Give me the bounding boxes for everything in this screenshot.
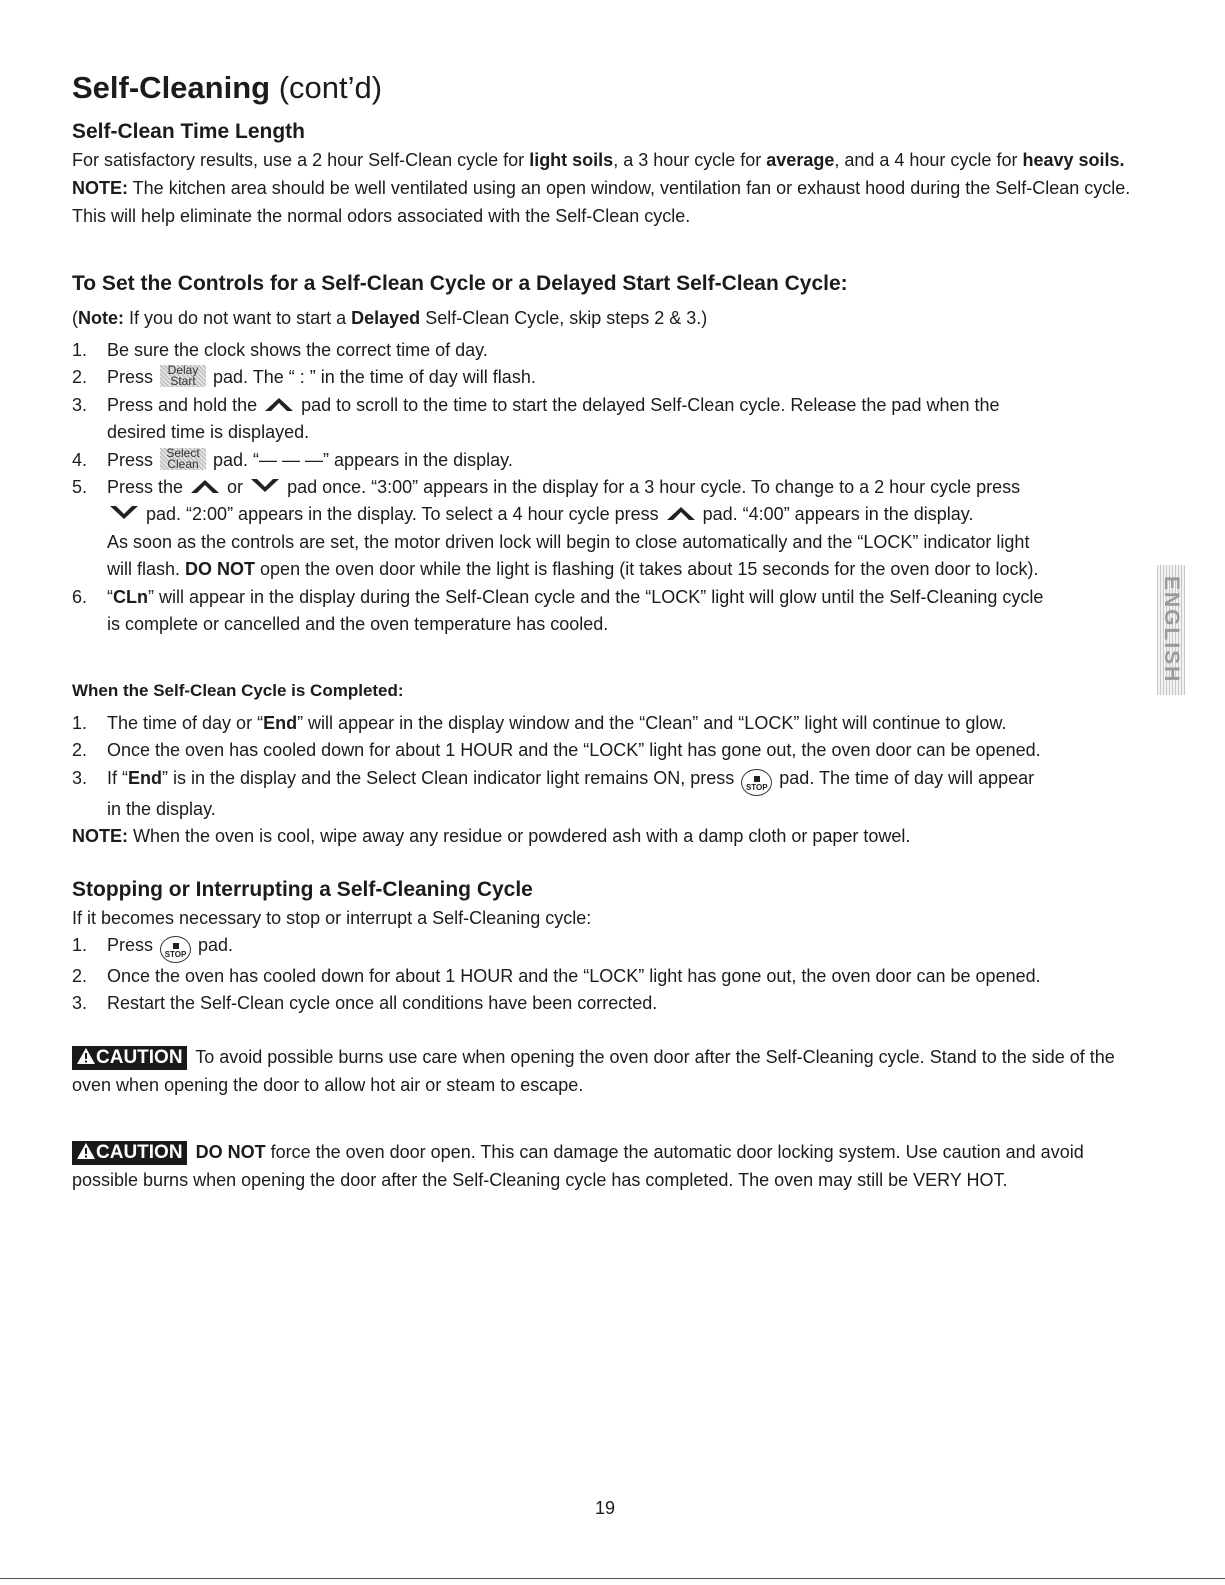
- step-number: 2.: [72, 740, 88, 761]
- set-controls-heading: To Set the Controls for a Self-Clean Cycle or a Delayed Start Self-Clean Cycle:: [72, 272, 848, 295]
- bold-end: End: [263, 713, 298, 733]
- step-text: If “: [107, 767, 128, 788]
- list-item: [72, 392, 1152, 447]
- step-text: pad to scroll to the time to start the delayed Self-Clean cycle. Release the pad when the: [296, 394, 1000, 415]
- stop-label: STOP: [164, 950, 187, 959]
- step-text: “: [107, 586, 113, 607]
- step-number: 2.: [72, 966, 88, 986]
- list-item: [72, 364, 1152, 391]
- stopping-steps: [72, 932, 1152, 1018]
- list-item: [72, 474, 1152, 584]
- list-item: [72, 765, 1152, 823]
- step-text: ” will appear in the display during the Self-Clean cycle and the “LOCK” light will glow until the Self-Cleaning cycle: [148, 586, 1044, 607]
- step-number: 6.: [72, 586, 88, 607]
- step-text: Press: [107, 367, 159, 388]
- bold-heavy-soils-note: heavy soils. NOTE:: [72, 150, 1125, 198]
- step-text: pad. The time of day will appear: [774, 767, 1035, 788]
- up-arrow-icon: [264, 396, 294, 412]
- text-run: , a 3 hour cycle for: [613, 150, 767, 170]
- step-text: pad.: [193, 935, 234, 955]
- step-text: in the display.: [107, 798, 216, 819]
- completed-section: [72, 677, 1152, 850]
- step-text: open the oven door while the light is flashing (it takes about 15 seconds for the oven door to lock).: [255, 559, 1039, 580]
- step-text: ” will appear in the display window and the “Clean” and “LOCK” light will continue to glow.: [297, 713, 1007, 733]
- down-arrow-icon: [109, 505, 139, 521]
- up-arrow-icon: [190, 478, 220, 494]
- list-item: [72, 447, 1152, 474]
- list-item: [72, 737, 1152, 764]
- step-text: desired time is displayed.: [107, 422, 310, 443]
- step-number: 1.: [72, 340, 88, 360]
- caution-badge: [72, 1046, 187, 1070]
- text-run: For satisfactory results, use a 2 hour Self-Clean cycle for: [72, 150, 530, 170]
- step-number: 1.: [72, 935, 88, 955]
- step-number: 3.: [72, 394, 88, 415]
- step-continuation: [107, 556, 1152, 583]
- stop-pad-icon: [741, 769, 772, 796]
- completed-steps: [72, 710, 1152, 823]
- list-item: [72, 710, 1152, 737]
- stop-square-icon: [754, 776, 760, 782]
- list-item: [72, 337, 1152, 364]
- step-text: Once the oven has cooled down for about 1 HOUR and the “LOCK” light has gone out, the oven door can be opened.: [107, 966, 1041, 986]
- delay-start-pad-icon: [160, 365, 206, 387]
- step-text: pad. “2:00” appears in the display. To select a 4 hour cycle press: [141, 504, 664, 525]
- stop-pad-icon: [160, 936, 191, 963]
- completed-note: [72, 823, 1152, 850]
- step-text: Press the: [107, 477, 189, 498]
- text-run: (: [72, 308, 78, 328]
- time-length-paragraph: [72, 146, 1152, 230]
- step-number: 5.: [72, 477, 88, 498]
- pad-label: Clean: [167, 456, 199, 470]
- step-number: 1.: [72, 713, 88, 733]
- step-number: 3.: [72, 767, 88, 788]
- caution-paragraph: [72, 1138, 1152, 1194]
- page-title-main: Self-Cleaning: [72, 70, 271, 105]
- step-text: Once the oven has cooled down for about 1 HOUR and the “LOCK” light has gone out, the oven door can be opened.: [107, 740, 1041, 761]
- step-text: pad. The “ : ” in the time of day will flash.: [208, 367, 536, 388]
- step-text: pad. “— — —” appears in the display.: [208, 449, 513, 470]
- completed-heading: When the Self-Clean Cycle is Completed:: [72, 681, 404, 700]
- time-length-section: [72, 117, 1152, 230]
- step-text: Be sure the clock shows the correct time of day.: [107, 340, 488, 360]
- caution-badge: [72, 1141, 187, 1165]
- down-arrow-icon: [250, 478, 280, 494]
- page-title-cont: (cont’d): [278, 70, 383, 105]
- pad-label: Start: [170, 374, 196, 388]
- list-item: [72, 963, 1152, 990]
- step-text: The time of day or “: [107, 713, 264, 733]
- up-arrow-icon: [666, 505, 696, 521]
- step-text: ” is in the display and the Select Clean indicator light remains ON, press: [162, 767, 740, 788]
- pad-label: Select: [166, 447, 200, 460]
- step-text: Press and hold the: [107, 394, 263, 415]
- caution-label: CAUTION: [96, 1142, 183, 1163]
- text-run: , and a 4 hour cycle for: [834, 150, 1023, 170]
- bold-note: Note:: [78, 308, 124, 328]
- step-text: Press: [107, 935, 159, 955]
- step-text: pad. “4:00” appears in the display.: [697, 504, 974, 525]
- caution-text: force the oven door open. This can damage the automatic door locking system. Use caution and avoid possible burns when opening the door after the Self-Cleaning cycle has completed. The oven may still be VERY HOT.: [72, 1142, 1084, 1190]
- set-controls-note: [72, 304, 1152, 332]
- step-text: or: [222, 477, 249, 498]
- page-title: [72, 70, 382, 106]
- warning-triangle-icon: [76, 1047, 96, 1065]
- caution-block-2: [72, 1138, 1152, 1194]
- bold-do-not: DO NOT: [190, 1142, 266, 1162]
- stopping-heading: Stopping or Interrupting a Self-Cleaning Cycle: [72, 878, 533, 901]
- stopping-section: [72, 875, 1152, 1018]
- bold-delayed: Delayed: [351, 308, 421, 328]
- caution-block-1: [72, 1043, 1152, 1099]
- set-controls-steps: [72, 337, 1152, 638]
- select-clean-pad-icon: [160, 448, 206, 470]
- set-controls-section: [72, 269, 1152, 638]
- language-side-tab: ENGLISH: [1157, 565, 1185, 695]
- list-item: [72, 990, 1152, 1017]
- list-item: [72, 932, 1152, 963]
- bold-do-not: DO NOT: [185, 559, 256, 580]
- step-continuation: [107, 501, 1152, 528]
- step-number: 2.: [72, 367, 88, 388]
- text-run: The kitchen area should be well ventilated using an open window, ventilation fan or exhaust hood during the Self-Clean cycle. This will help eliminate the normal odors associated with the Self-Clean cycle.: [72, 178, 1131, 226]
- step-number: 3.: [72, 993, 88, 1014]
- step-text: Press: [107, 449, 159, 470]
- stopping-intro: If it becomes necessary to stop or interrupt a Self-Cleaning cycle:: [72, 908, 592, 928]
- bold-average: average: [766, 150, 835, 170]
- step-text: As soon as the controls are set, the motor driven lock will begin to close automatically and the “LOCK” indicator light: [107, 531, 1030, 552]
- page-number: 19: [594, 1498, 616, 1518]
- stop-square-icon: [173, 943, 179, 949]
- pad-label: Delay: [167, 365, 199, 378]
- bold-note: NOTE:: [72, 826, 128, 847]
- caution-label: CAUTION: [96, 1047, 183, 1068]
- bottom-divider: [0, 1578, 1225, 1579]
- text-run: Self-Clean Cycle, skip steps 2 & 3.): [420, 308, 708, 328]
- text-run: If you do not want to start a: [124, 308, 352, 328]
- step-text: is complete or cancelled and the oven temperature has cooled.: [107, 614, 609, 635]
- warning-triangle-icon: [76, 1142, 96, 1160]
- note-text: When the oven is cool, wipe away any residue or powdered ash with a damp cloth or paper towel.: [128, 826, 911, 847]
- bold-light-soils: light soils: [529, 150, 614, 170]
- caution-paragraph: [72, 1043, 1152, 1099]
- time-length-heading: Self-Clean Time Length: [72, 120, 305, 143]
- step-text: Restart the Self-Clean cycle once all conditions have been corrected.: [107, 993, 658, 1014]
- step-text: will flash.: [107, 559, 186, 580]
- stop-label: STOP: [745, 782, 768, 792]
- bold-cln: CLn: [113, 586, 148, 607]
- step-text: pad once. “3:00” appears in the display for a 3 hour cycle. To change to a 2 hour cycle press: [282, 477, 1021, 498]
- bold-end: End: [128, 767, 162, 788]
- list-item: [72, 584, 1152, 639]
- step-number: 4.: [72, 449, 88, 470]
- caution-text: To avoid possible burns use care when opening the oven door after the Self-Cleaning cycle. Stand to the side of the oven when opening the door to allow hot air or steam to escape.: [72, 1047, 1115, 1095]
